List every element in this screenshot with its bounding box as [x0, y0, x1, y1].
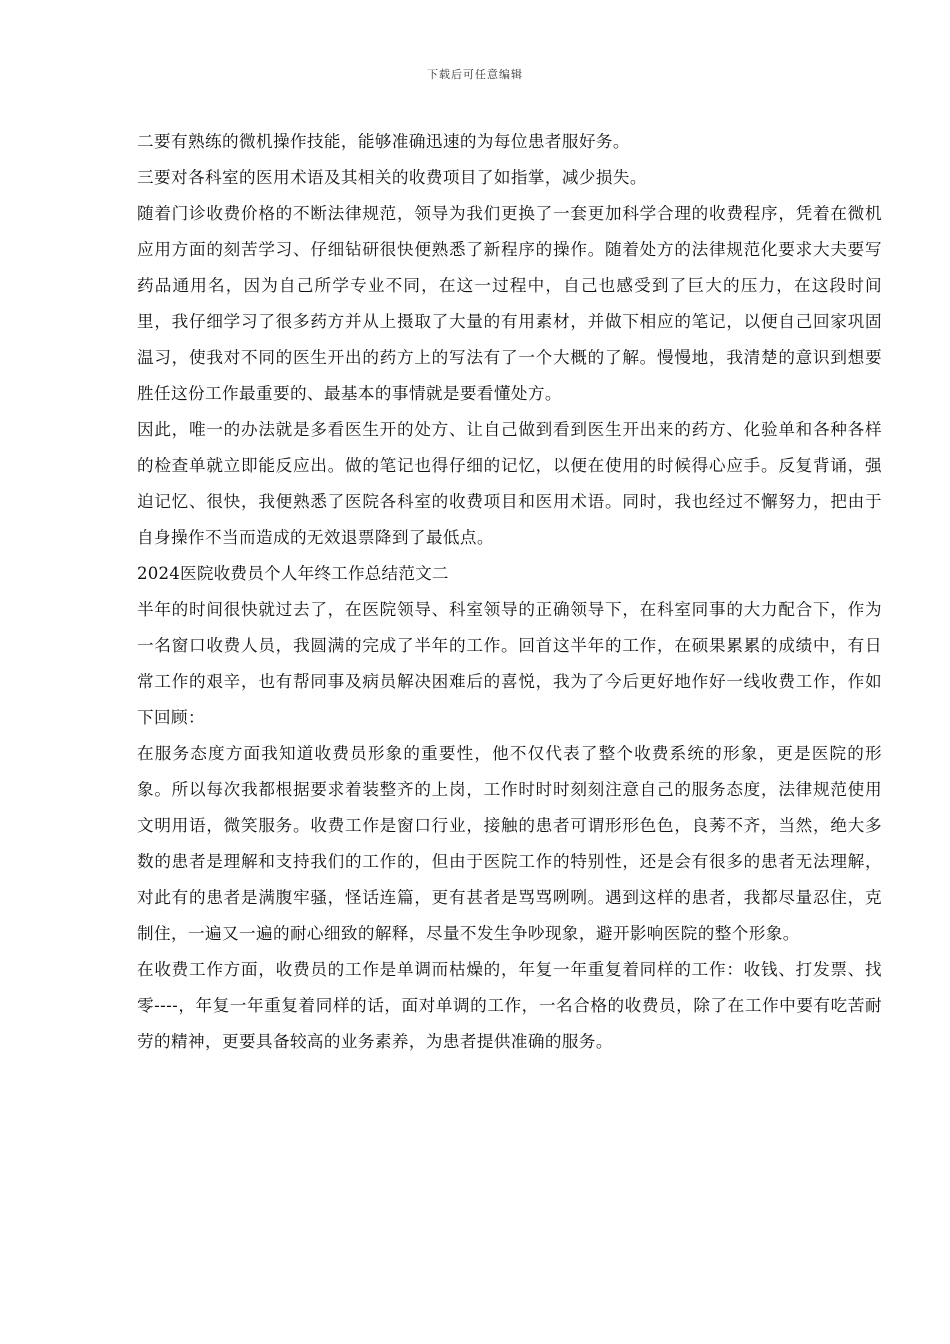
page-header-note: 下载后可任意编辑: [427, 68, 523, 81]
paragraph-1: 二要有熟练的微机操作技能，能够准确迅速的为每位患者服好务。: [137, 132, 630, 151]
paragraph-7: 在收费工作方面，收费员的工作是单调而枯燥的，年复一年重复着同样的工作：收钱、打发票、找零----，年复一年重复着同样的话，面对单调的工作，一名合格的收费员，除了在工作中要有吃苦耐劳的精神，更要具备较高的业务素养，为患者提供准确的服务。: [137, 960, 882, 1051]
document-body: [137, 124, 882, 1060]
paragraph-4: 因此，唯一的办法就是多看医生开的处方、让自己做到看到医生开出来的药方、化验单和各种各样的检查单就立即能反应出。做的笔记也得仔细的记忆，以便在使用的时候得心应手。反复背诵，强迫记忆、很快，我便熟悉了医院各科室的收费项目和医用术语。同时，我也经过不懈努力，把由于自身操作不当而造成的无效退票降到了最低点。: [137, 420, 882, 547]
paragraph-5: 半年的时间很快就过去了，在医院领导、科室领导的正确领导下，在科室同事的大力配合下，作为一名窗口收费人员，我圆满的完成了半年的工作。回首这半年的工作，在硕果累累的成绩中，有日常工作的艰辛，也有帮同事及病员解决困难后的喜悦，我为了今后更好地作好一线收费工作，作如下回顾：: [137, 600, 882, 727]
paragraph-6: 在服务态度方面我知道收费员形象的重要性，他不仅代表了整个收费系统的形象，更是医院的形象。所以每次我都根据要求着装整齐的上岗，工作时时时刻刻注意自己的服务态度，法律规范使用文明用语，微笑服务。收费工作是窗口行业，接触的患者可谓形形色色，良莠不齐，当然，绝大多数的患者是理解和支持我们的工作的，但由于医院工作的特别性，还是会有很多的患者无法理解，对此有的患者是满腹牢骚，怪话连篇，更有甚者是骂骂咧咧。遇到这样的患者，我都尽量忍住，克制住，一遍又一遍的耐心细致的解释，尽量不发生争吵现象，避开影响医院的整个形象。: [137, 744, 882, 943]
section-heading: 2024医院收费员个人年终工作总结范文二: [137, 564, 449, 583]
paragraph-3: 随着门诊收费价格的不断法律规范，领导为我们更换了一套更加科学合理的收费程序，凭着在微机应用方面的刻苦学习、仔细钻研很快便熟悉了新程序的操作。随着处方的法律规范化要求大夫要写药品通用名，因为自己所学专业不同，在这一过程中，自己也感受到了巨大的压力，在这段时间里，我仔细学习了很多药方并从上摄取了大量的有用素材，并做下相应的笔记，以便自己回家巩固温习，使我对不同的医生开出的药方上的写法有了一个大概的了解。慢慢地，我清楚的意识到想要胜任这份工作最重要的、最基本的事情就是要看懂处方。: [137, 204, 882, 403]
paragraph-2: 三要对各科室的医用术语及其相关的收费项目了如指掌，减少损失。: [137, 168, 647, 187]
